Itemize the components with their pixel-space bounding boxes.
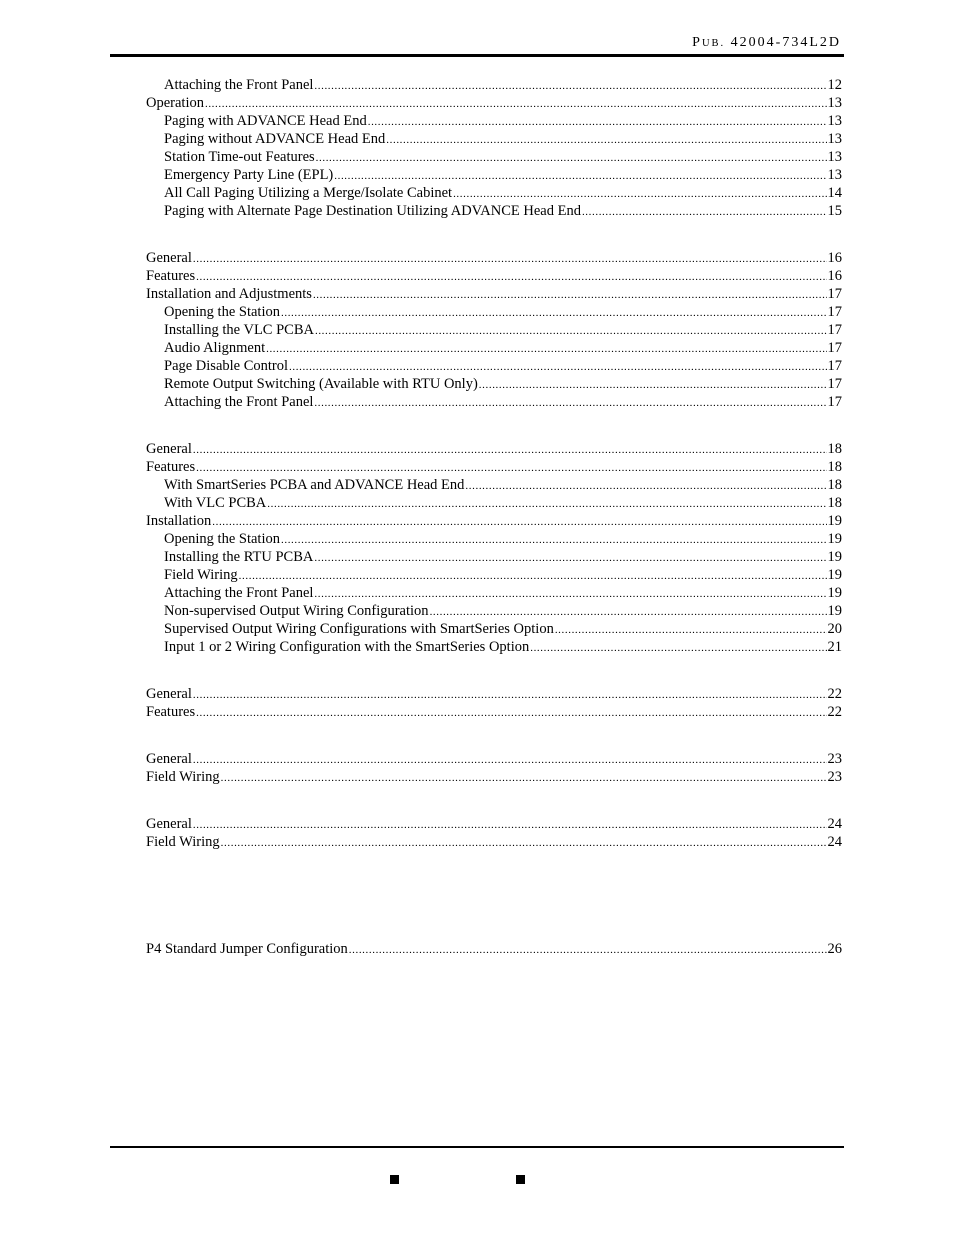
toc-entry[interactable] xyxy=(146,184,842,202)
toc-entry[interactable] xyxy=(146,458,842,476)
toc-dot-leader xyxy=(582,203,827,221)
toc-entry-title: Page Disable Control xyxy=(164,358,289,374)
toc-entry[interactable] xyxy=(146,476,842,494)
toc-entry[interactable] xyxy=(146,815,842,833)
toc-entry-page: 13 xyxy=(827,149,842,165)
toc-entry[interactable] xyxy=(146,148,842,166)
toc-entry-page: 13 xyxy=(827,113,842,129)
toc-entry-title: With VLC PCBA xyxy=(164,495,267,511)
toc-entry-title: All Call Paging Utilizing a Merge/Isolate Cabinet xyxy=(164,185,453,201)
toc-entry[interactable] xyxy=(146,685,842,703)
toc-entry-page: 22 xyxy=(827,686,842,702)
toc-entry-page: 24 xyxy=(827,834,842,850)
toc-dot-leader xyxy=(334,167,826,185)
footer-rule xyxy=(110,1146,844,1148)
toc-dot-leader xyxy=(314,549,826,567)
toc-entry-title: Field Wiring xyxy=(146,834,220,850)
toc-dot-leader xyxy=(465,477,826,495)
toc-entry-page: 19 xyxy=(827,531,842,547)
toc-entry-title: Field Wiring xyxy=(164,567,238,583)
toc-entry-page: 17 xyxy=(827,394,842,410)
toc-entry-title: Features xyxy=(146,268,196,284)
toc-entry-page: 24 xyxy=(827,816,842,832)
toc-entry[interactable] xyxy=(146,750,842,768)
toc-dot-leader xyxy=(349,941,827,959)
toc-dot-leader xyxy=(212,513,826,531)
toc-dot-leader xyxy=(386,131,826,149)
toc-entry-title: Paging with Alternate Page Destination Utilizing ADVANCE Head End xyxy=(164,203,581,219)
toc-entry[interactable] xyxy=(146,833,842,851)
toc-dot-leader xyxy=(281,304,827,322)
toc-entry-title: General xyxy=(146,250,192,266)
toc-entry-title: Operation xyxy=(146,95,204,111)
toc-entry[interactable] xyxy=(146,566,842,584)
toc-dot-leader xyxy=(193,686,827,704)
toc-entry-page: 17 xyxy=(827,358,842,374)
toc-entry-page: 13 xyxy=(827,167,842,183)
toc-entry[interactable] xyxy=(146,130,842,148)
toc-entry-page: 14 xyxy=(827,185,842,201)
toc-entry-title: Attaching the Front Panel xyxy=(164,77,314,93)
pub-number: 42004-734L2D xyxy=(730,35,841,50)
toc-entry[interactable] xyxy=(146,285,842,303)
toc-entry[interactable] xyxy=(146,494,842,512)
toc-entry-page: 17 xyxy=(827,322,842,338)
toc-dot-leader xyxy=(205,95,827,113)
footer-square-bullet-right xyxy=(516,1175,525,1184)
header-rule xyxy=(110,54,844,57)
toc-dot-leader xyxy=(196,268,826,286)
toc-entry[interactable] xyxy=(146,357,842,375)
toc-entry-title: Input 1 or 2 Wiring Configuration with the SmartSeries Option xyxy=(164,639,530,655)
toc-entry-title: Attaching the Front Panel xyxy=(164,585,314,601)
toc-entry-title: Attaching the Front Panel xyxy=(164,394,314,410)
toc-dot-leader xyxy=(221,834,827,852)
toc-entry-page: 19 xyxy=(827,585,842,601)
toc-entry[interactable] xyxy=(146,94,842,112)
toc-entry-title: Installation and Adjustments xyxy=(146,286,312,302)
toc-dot-leader xyxy=(530,639,826,657)
footer-square-bullet-left xyxy=(390,1175,399,1184)
toc-entry[interactable] xyxy=(146,393,842,411)
toc-entry-title: Features xyxy=(146,459,196,475)
toc-entry-title: General xyxy=(146,751,192,767)
toc-dot-leader xyxy=(479,376,827,394)
toc-dot-leader xyxy=(314,585,826,603)
toc-entry[interactable] xyxy=(146,620,842,638)
table-of-contents xyxy=(146,76,842,958)
toc-entry-page: 13 xyxy=(827,95,842,111)
section-gap xyxy=(146,411,842,440)
toc-dot-leader xyxy=(368,113,827,131)
toc-entry[interactable] xyxy=(146,321,842,339)
toc-entry-page: 13 xyxy=(827,131,842,147)
toc-dot-leader xyxy=(267,495,826,513)
toc-entry[interactable] xyxy=(146,548,842,566)
toc-entry[interactable] xyxy=(146,768,842,786)
toc-entry-page: 21 xyxy=(827,639,842,655)
section-gap xyxy=(146,656,842,685)
section-gap xyxy=(146,851,842,940)
toc-dot-leader xyxy=(313,286,827,304)
toc-entry-page: 16 xyxy=(827,250,842,266)
toc-dot-leader xyxy=(315,322,827,340)
toc-dot-leader xyxy=(193,441,827,459)
toc-dot-leader xyxy=(281,531,827,549)
toc-dot-leader xyxy=(239,567,827,585)
toc-dot-leader xyxy=(453,185,826,203)
toc-entry-title: Paging without ADVANCE Head End xyxy=(164,131,386,147)
toc-entry-title: Field Wiring xyxy=(146,769,220,785)
pub-prefix-big: P xyxy=(692,35,702,50)
toc-entry-page: 17 xyxy=(827,340,842,356)
toc-entry-title: Audio Alignment xyxy=(164,340,266,356)
toc-entry-page: 16 xyxy=(827,268,842,284)
toc-entry-title: Features xyxy=(146,704,196,720)
toc-dot-leader xyxy=(196,704,826,722)
toc-dot-leader xyxy=(289,358,826,376)
toc-entry-page: 26 xyxy=(827,941,842,957)
toc-entry-title: Non-supervised Output Wiring Configuration xyxy=(164,603,429,619)
toc-entry[interactable] xyxy=(146,303,842,321)
toc-entry[interactable] xyxy=(146,249,842,267)
toc-entry[interactable] xyxy=(146,112,842,130)
toc-entry[interactable] xyxy=(146,166,842,184)
toc-entry-title: P4 Standard Jumper Configuration xyxy=(146,941,348,957)
toc-entry[interactable] xyxy=(146,76,842,94)
toc-entry[interactable] xyxy=(146,602,842,620)
toc-entry-page: 17 xyxy=(827,286,842,302)
toc-entry[interactable] xyxy=(146,638,842,656)
toc-entry-title: Installing the VLC PCBA xyxy=(164,322,314,338)
toc-entry-title: Remote Output Switching (Available with RTU Only) xyxy=(164,376,478,392)
pub-prefix-small: UB. xyxy=(701,38,726,49)
toc-entry-title: Emergency Party Line (EPL) xyxy=(164,167,334,183)
toc-entry-page: 23 xyxy=(827,769,842,785)
toc-entry-title: General xyxy=(146,816,192,832)
toc-entry-page: 18 xyxy=(827,495,842,511)
toc-entry-title: Opening the Station xyxy=(164,531,280,547)
toc-entry-page: 20 xyxy=(827,621,842,637)
toc-entry[interactable] xyxy=(146,440,842,458)
toc-entry-page: 17 xyxy=(827,304,842,320)
toc-entry-page: 18 xyxy=(827,441,842,457)
toc-entry[interactable] xyxy=(146,267,842,285)
toc-entry[interactable] xyxy=(146,512,842,530)
toc-dot-leader xyxy=(314,77,826,95)
toc-dot-leader xyxy=(193,816,827,834)
toc-dot-leader xyxy=(266,340,826,358)
toc-dot-leader xyxy=(314,394,826,412)
toc-entry-page: 18 xyxy=(827,477,842,493)
toc-dot-leader xyxy=(196,459,826,477)
toc-entry-title: Opening the Station xyxy=(164,304,280,320)
toc-entry-page: 18 xyxy=(827,459,842,475)
toc-entry-page: 19 xyxy=(827,549,842,565)
toc-entry-title: Station Time-out Features xyxy=(164,149,315,165)
toc-entry-page: 23 xyxy=(827,751,842,767)
toc-dot-leader xyxy=(430,603,827,621)
toc-entry-page: 19 xyxy=(827,513,842,529)
toc-entry[interactable] xyxy=(146,202,842,220)
section-gap xyxy=(146,721,842,750)
toc-entry-title: General xyxy=(146,441,192,457)
toc-dot-leader xyxy=(316,149,827,167)
toc-entry[interactable] xyxy=(146,940,842,958)
toc-entry-page: 12 xyxy=(827,77,842,93)
toc-entry-title: General xyxy=(146,686,192,702)
section-gap xyxy=(146,220,842,249)
toc-dot-leader xyxy=(193,751,827,769)
toc-entry-page: 15 xyxy=(827,203,842,219)
toc-entry-page: 19 xyxy=(827,603,842,619)
toc-entry[interactable] xyxy=(146,584,842,602)
toc-entry-page: 17 xyxy=(827,376,842,392)
toc-entry-page: 22 xyxy=(827,704,842,720)
toc-entry-title: Paging with ADVANCE Head End xyxy=(164,113,367,129)
toc-dot-leader xyxy=(555,621,827,639)
section-gap xyxy=(146,786,842,815)
toc-entry[interactable] xyxy=(146,703,842,721)
toc-entry-title: Installing the RTU PCBA xyxy=(164,549,314,565)
publication-number xyxy=(692,35,841,51)
toc-entry-page: 19 xyxy=(827,567,842,583)
toc-entry[interactable] xyxy=(146,530,842,548)
toc-entry[interactable] xyxy=(146,339,842,357)
toc-dot-leader xyxy=(193,250,827,268)
toc-entry[interactable] xyxy=(146,375,842,393)
toc-dot-leader xyxy=(221,769,827,787)
toc-entry-title: With SmartSeries PCBA and ADVANCE Head End xyxy=(164,477,465,493)
toc-entry-title: Installation xyxy=(146,513,212,529)
toc-entry-title: Supervised Output Wiring Configurations with SmartSeries Option xyxy=(164,621,554,637)
